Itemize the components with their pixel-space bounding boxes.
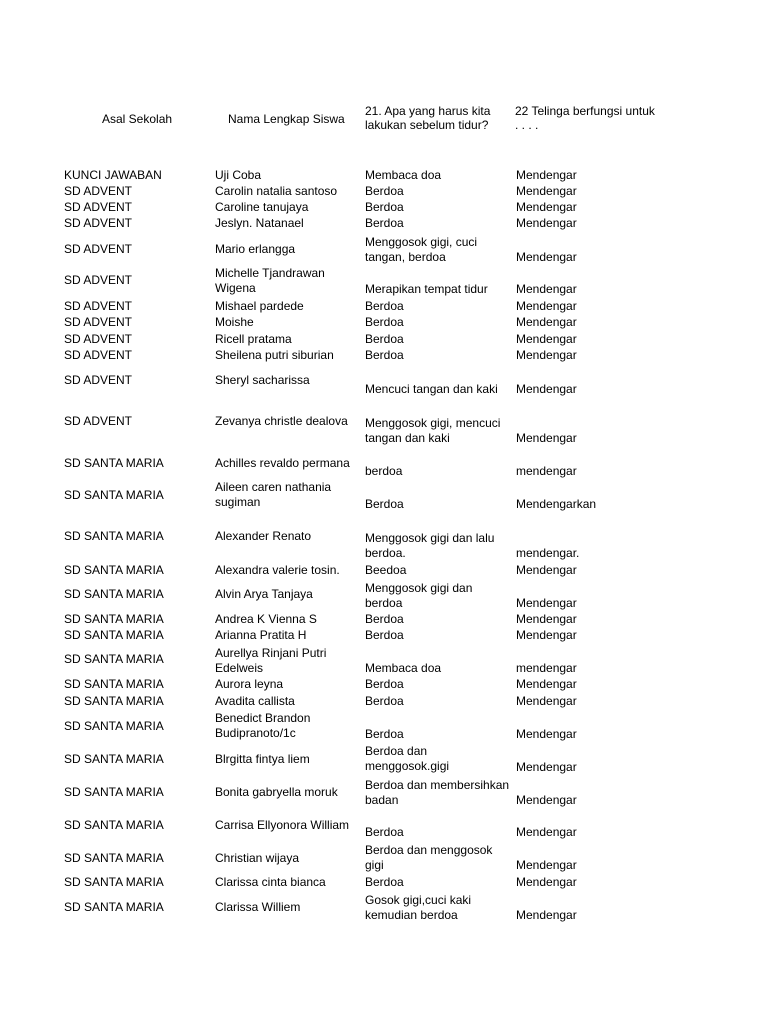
cell-school: SD SANTA MARIA [64, 563, 164, 577]
cell-student-name: Avadita callista [215, 694, 295, 708]
cell-school: SD ADVENT [64, 242, 133, 256]
cell-answer-22: Mendengar [516, 908, 577, 922]
cell-answer-21: Berdoa [365, 497, 404, 511]
cell-school: SD SANTA MARIA [64, 752, 164, 766]
cell-answer-21: Berdoa dan menggosok gigi [365, 843, 493, 872]
cell-answer-22: Mendengar [516, 315, 577, 329]
cell-school: SD SANTA MARIA [64, 612, 164, 626]
cell-answer-21: Berdoa [365, 216, 404, 230]
cell-answer-22: Mendengar [516, 694, 577, 708]
cell-school: SD SANTA MARIA [64, 875, 164, 889]
cell-answer-21: Menggosok gigi, mencuci tangan dan kaki [365, 416, 501, 445]
cell-answer-22: Mendengar [516, 200, 577, 214]
cell-school: SD ADVENT [64, 414, 133, 428]
cell-answer-22: Mendengar [516, 596, 577, 610]
cell-student-name: Alexandra valerie tosin. [215, 563, 340, 577]
cell-school: SD SANTA MARIA [64, 719, 164, 733]
cell-student-name: Caroline tanujaya [215, 200, 309, 214]
cell-answer-21: Membaca doa [365, 168, 442, 182]
cell-student-name: Andrea K Vienna S [215, 612, 317, 626]
cell-school: SD SANTA MARIA [64, 785, 164, 799]
cell-answer-21: berdoa [365, 464, 403, 478]
cell-answer-21: Membaca doa [365, 661, 442, 675]
cell-answer-21: Berdoa [365, 315, 404, 329]
cell-student-name: Ricell pratama [215, 332, 292, 346]
cell-answer-21: Berdoa [365, 332, 404, 346]
cell-answer-21: Menggosok gigi, cuci tangan, berdoa [365, 235, 478, 264]
cell-student-name: Sheilena putri siburian [215, 348, 334, 362]
cell-school: SD SANTA MARIA [64, 628, 164, 642]
cell-student-name: Carrisa Ellyonora William [215, 818, 350, 832]
cell-school: SD ADVENT [64, 216, 133, 230]
cell-school: KUNCI JAWABAN [64, 168, 162, 182]
cell-answer-21: Berdoa [365, 348, 404, 362]
cell-answer-22: Mendengar [516, 628, 577, 642]
cell-student-name: Carolin natalia santoso [215, 184, 338, 198]
cell-school: SD SANTA MARIA [64, 456, 164, 470]
cell-student-name: Mishael pardede [215, 299, 304, 313]
cell-answer-22: Mendengar [516, 677, 577, 691]
cell-answer-21: Berdoa [365, 677, 404, 691]
cell-student-name: Zevanya christle dealova [215, 414, 348, 428]
cell-answer-21: Berdoa dan menggosok.gigi [365, 744, 450, 773]
cell-school: SD SANTA MARIA [64, 851, 164, 865]
cell-answer-22: Mendengar [516, 760, 577, 774]
cell-answer-21: Berdoa [365, 694, 404, 708]
cell-student-name: Mario erlangga [215, 242, 296, 256]
cell-school: SD ADVENT [64, 373, 133, 387]
cell-student-name: Aurellya Rinjani Putri Edelweis [215, 646, 327, 675]
cell-school: SD SANTA MARIA [64, 529, 164, 543]
cell-answer-21: Berdoa [365, 200, 404, 214]
cell-answer-21: Beedoa [365, 563, 407, 577]
cell-student-name: Moishe [215, 315, 254, 329]
cell-answer-22: Mendengar [516, 875, 577, 889]
cell-student-name: Michelle Tjandrawan Wigena [215, 266, 325, 295]
cell-answer-22: Mendengar [516, 858, 577, 872]
cell-student-name: Uji Coba [215, 168, 262, 182]
cell-answer-21: Gosok gigi,cuci kaki kemudian berdoa [365, 893, 472, 922]
cell-school: SD ADVENT [64, 200, 133, 214]
cell-answer-21: Menggosok gigi dan berdoa [365, 581, 473, 610]
header-q21: 21. Apa yang harus kita lakukan sebelum tidur? [365, 104, 491, 132]
cell-answer-21: Berdoa [365, 727, 404, 741]
cell-answer-22: mendengar [516, 661, 577, 675]
cell-answer-22: Mendengar [516, 612, 577, 626]
cell-school: SD SANTA MARIA [64, 818, 164, 832]
cell-answer-22: Mendengar [516, 332, 577, 346]
cell-school: SD ADVENT [64, 299, 133, 313]
cell-answer-21: Berdoa [365, 612, 404, 626]
cell-answer-22: Mendengar [516, 168, 577, 182]
cell-school: SD SANTA MARIA [64, 900, 164, 914]
cell-student-name: Alvin Arya Tanjaya [215, 587, 313, 601]
cell-school: SD SANTA MARIA [64, 587, 164, 601]
cell-answer-22: Mendengar [516, 282, 577, 296]
cell-answer-22: Mendengar [516, 793, 577, 807]
header-name: Nama Lengkap Siswa [228, 112, 345, 126]
cell-school: SD ADVENT [64, 184, 133, 198]
cell-student-name: Alexander Renato [215, 529, 312, 543]
cell-student-name: Achilles revaldo permana [215, 456, 350, 470]
cell-student-name: Bonita gabryella moruk [215, 785, 338, 799]
cell-answer-22: Mendengar [516, 431, 577, 445]
cell-answer-22: Mendengar [516, 216, 577, 230]
cell-school: SD SANTA MARIA [64, 694, 164, 708]
cell-answer-21: Berdoa [365, 875, 404, 889]
cell-answer-22: mendengar. [516, 546, 580, 560]
header-school: Asal Sekolah [102, 112, 173, 126]
cell-answer-22: Mendengar [516, 250, 577, 264]
cell-school: SD ADVENT [64, 348, 133, 362]
cell-answer-21: Merapikan tempat tidur [365, 282, 488, 296]
cell-answer-21: Berdoa [365, 628, 404, 642]
cell-student-name: Aurora leyna [215, 677, 284, 691]
cell-answer-22: Mendengar [516, 348, 577, 362]
cell-student-name: Clarissa cinta bianca [215, 875, 326, 889]
cell-answer-21: Berdoa [365, 184, 404, 198]
cell-student-name: Jeslyn. Natanael [215, 216, 304, 230]
cell-student-name: Benedict Brandon Budipranoto/1c [215, 711, 311, 740]
cell-answer-22: Mendengar [516, 563, 577, 577]
cell-answer-21: Berdoa [365, 825, 404, 839]
cell-answer-21: Mencuci tangan dan kaki [365, 382, 498, 396]
cell-student-name: Christian wijaya [215, 851, 300, 865]
cell-answer-22: Mendengar [516, 382, 577, 396]
cell-answer-22: Mendengar [516, 299, 577, 313]
cell-student-name: Aileen caren nathania sugiman [215, 480, 332, 509]
cell-student-name: Arianna Pratita H [215, 628, 307, 642]
cell-school: SD SANTA MARIA [64, 652, 164, 666]
cell-answer-21: Berdoa dan membersihkan badan [365, 778, 510, 807]
cell-answer-22: Mendengar [516, 727, 577, 741]
cell-answer-21: Berdoa [365, 299, 404, 313]
cell-answer-22: Mendengar [516, 825, 577, 839]
cell-school: SD ADVENT [64, 315, 133, 329]
cell-school: SD ADVENT [64, 332, 133, 346]
cell-student-name: Blrgitta fintya liem [215, 752, 310, 766]
cell-answer-22: Mendengarkan [516, 497, 597, 511]
cell-school: SD SANTA MARIA [64, 677, 164, 691]
cell-answer-22: mendengar [516, 464, 577, 478]
cell-school: SD ADVENT [64, 273, 133, 287]
header-q22: 22 Telinga berfungsi untuk . . . . [515, 104, 655, 132]
cell-student-name: Sheryl sacharissa [215, 373, 310, 387]
cell-answer-22: Mendengar [516, 184, 577, 198]
cell-school: SD SANTA MARIA [64, 488, 164, 502]
cell-student-name: Clarissa Williem [215, 900, 301, 914]
cell-answer-21: Menggosok gigi dan lalu berdoa. [365, 531, 495, 560]
